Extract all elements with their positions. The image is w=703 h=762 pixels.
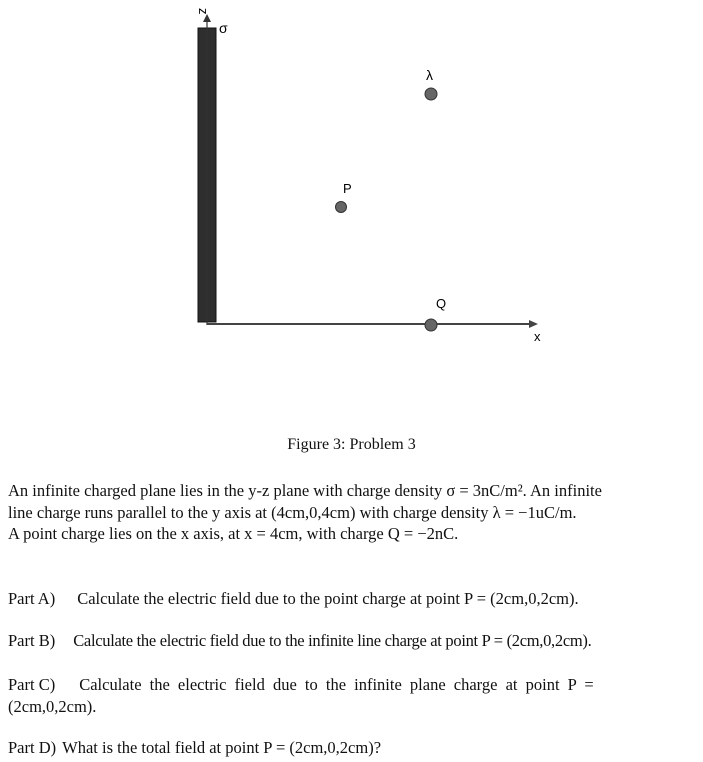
part-b-text: Calculate the electric field due to the infinite line charge at point P = (2cm,0,2cm). <box>73 631 592 650</box>
lambda-label: λ <box>426 67 433 83</box>
part-d-label: Part D) <box>8 738 57 757</box>
part-a-label: Part A) <box>8 589 56 608</box>
intro-line-1 <box>8 480 692 502</box>
sigma-label: σ <box>219 20 228 36</box>
z-axis-arrowhead <box>203 14 211 22</box>
lambda-line-charge <box>425 88 437 100</box>
part-b <box>8 630 698 652</box>
problem-figure <box>0 0 703 360</box>
figure-caption: Figure 3: Problem 3 <box>287 436 416 453</box>
part-c-text: Calculate the electric field due to the infinite plane charge at point P = <box>79 675 594 694</box>
x-axis-label: x <box>534 329 541 344</box>
part-c-label: Part C) <box>8 675 56 694</box>
point-charge-q <box>425 319 437 331</box>
x-axis-arrowhead <box>529 320 538 328</box>
intro-line-2: line charge runs parallel to the y axis at (4cm,0,4cm) with charge density λ = −1uC/m. <box>8 502 577 522</box>
p-label: P <box>343 181 352 196</box>
part-c <box>8 674 698 717</box>
part-d <box>8 737 698 759</box>
z-axis-label: z <box>196 8 211 15</box>
part-d-text: What is the total field at point P = (2cm,0,2cm)? <box>62 738 382 757</box>
part-a <box>8 588 698 610</box>
intro-line-1-text: An infinite charged plane lies in the y-z plane with charge density σ = 3nC/m². An infinite <box>8 481 602 500</box>
problem-statement <box>8 480 698 545</box>
part-a-text: Calculate the electric field due to the point charge at point P = (2cm,0,2cm). <box>77 589 579 608</box>
point-p <box>336 202 347 213</box>
intro-line-3: A point charge lies on the x axis, at x = 4cm, with charge Q = −2nC. <box>8 524 459 543</box>
part-b-label: Part B) <box>8 631 56 650</box>
part-c-text-line-2: (2cm,0,2cm). <box>8 696 97 716</box>
q-label: Q <box>436 296 447 311</box>
